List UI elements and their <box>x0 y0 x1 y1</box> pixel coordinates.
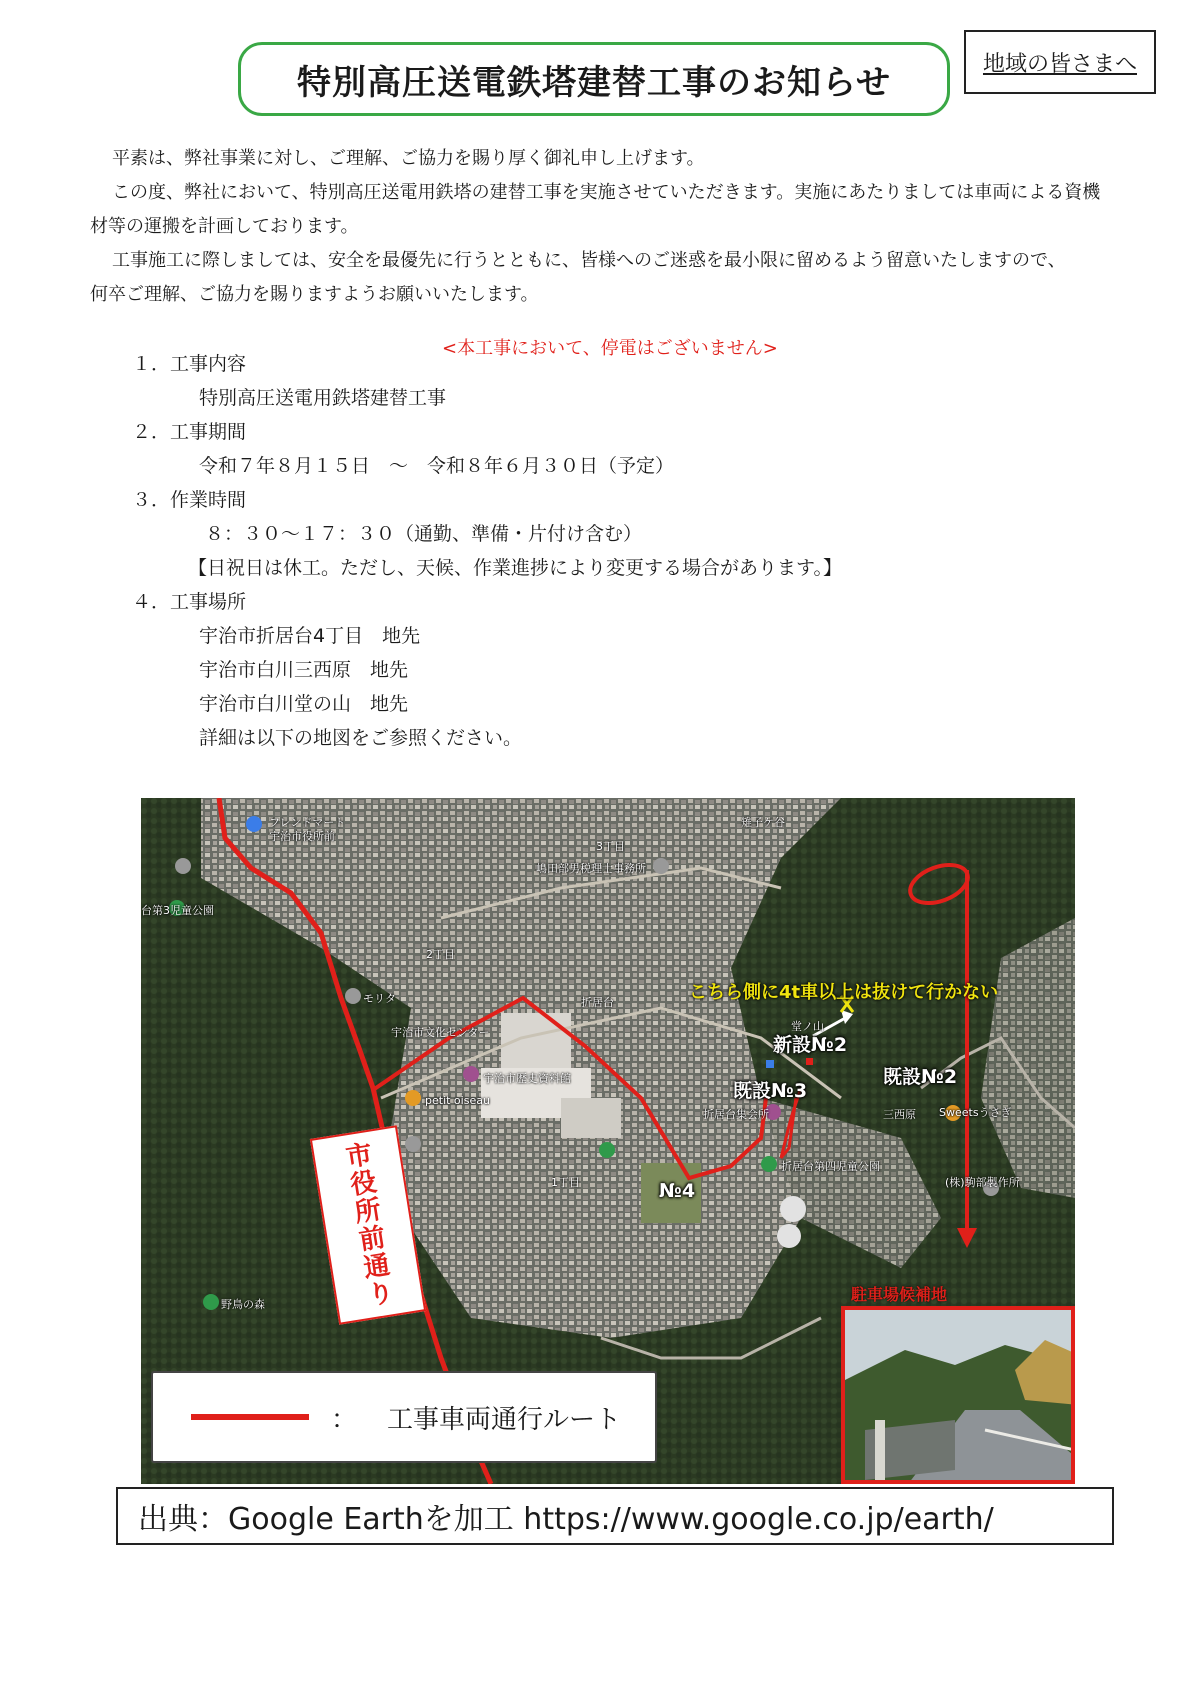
section-3-line-2: 【日祝日は休工。ただし、天候、作業進捗により変更する場合があります。】 <box>188 557 842 579</box>
parking-photo-image <box>845 1310 1075 1484</box>
section-2-line-1: 令和７年８月１５日 ～ 令和８年６月３０日（予定） <box>199 455 675 477</box>
map-label-orii: 折居台 <box>581 996 614 1009</box>
map-label-company: (株)駒部製作所 <box>945 1176 1020 1189</box>
road-name-text: 市役所前通り <box>339 1139 396 1311</box>
map-label-ichome: 1丁目 <box>551 1176 580 1189</box>
tower-label-no4: №4 <box>659 1180 696 1202</box>
map-label-dounoyama: 堂ノ山 <box>791 1020 824 1033</box>
section-title: 工事場所 <box>170 591 247 613</box>
tower-label-old3: 既設№3 <box>733 1080 808 1102</box>
section-heading-1 <box>132 349 246 376</box>
legend-route-text: 工事車両通行ルート <box>387 1404 622 1435</box>
section-4-line-1: 宇治市折居台4丁目 地先 <box>199 625 421 647</box>
section-heading-4 <box>132 587 246 614</box>
section-3-line-1: ８：３０～１７：３０（通勤、準備・片付け含む） <box>205 523 643 545</box>
map-label-shiryokan: 宇治市歴史資料館 <box>483 1072 571 1085</box>
map-label-sweets: Sweetsうさぎ <box>939 1106 1012 1119</box>
tower-label-old2: 既設№2 <box>883 1066 958 1088</box>
map-label-kaikan: 折居台集会所 <box>703 1108 769 1121</box>
map-label-sansei: 三西原 <box>883 1108 916 1121</box>
map-label-petit: petit oiseau <box>425 1094 490 1107</box>
section-1-line-1: 特別高圧送電用鉄塔建替工事 <box>199 387 447 409</box>
section-number: １． <box>132 353 171 375</box>
map-label-city-hall: 宇治市役所前 <box>269 830 335 843</box>
section-heading-3 <box>132 485 246 512</box>
parking-candidate-label: 駐車場候補地 <box>851 1285 948 1304</box>
map-label-fresh-mart: フレンドマート <box>269 816 346 829</box>
intro-paragraph-2-cont: 材等の運搬を計画しております。 <box>90 216 359 237</box>
no-outage-notice: <本工事において、停電はございません> <box>442 338 778 359</box>
section-title: 作業時間 <box>170 489 247 511</box>
intro-paragraph-3: 工事施工に際しましては、安全を最優先に行うとともに、皆様へのご迷惑を最小限に留めるよう留意いたしますので、 <box>112 250 1066 271</box>
section-title: 工事期間 <box>170 421 247 443</box>
legend-route-line <box>191 1414 309 1420</box>
section-4-line-4: 詳細は以下の地図をご参照ください。 <box>199 727 523 749</box>
map-label-noyama: 野鳥の森 <box>221 1298 265 1311</box>
legend-colon: ： <box>331 1404 358 1435</box>
map-legend <box>151 1371 657 1463</box>
map-label-clinic: 嶋田部男税理士事務所 <box>536 862 646 875</box>
tower-label-new2: 新設№2 <box>773 1034 848 1056</box>
section-number: ３． <box>132 489 171 511</box>
audience-label: 地域の皆さまへ <box>964 30 1156 94</box>
route-map <box>141 798 1075 1484</box>
map-label-nichome: 2丁目 <box>426 948 455 961</box>
section-number: ２． <box>132 421 171 443</box>
section-4-line-3: 宇治市白川堂の山 地先 <box>199 693 409 715</box>
section-number: ４． <box>132 591 171 613</box>
intro-paragraph-1: 平素は、弊社事業に対し、ご理解、ご協力を賜り厚く御礼申し上げます。 <box>112 148 705 169</box>
section-title: 工事内容 <box>170 353 247 375</box>
tower-marker-new2 <box>766 1060 774 1068</box>
section-heading-2 <box>132 417 246 444</box>
section-4-line-2: 宇治市白川三西原 地先 <box>199 659 409 681</box>
map-label-bunka-center: 宇治市文化センター <box>391 1026 490 1039</box>
page-title: 特別高圧送電鉄塔建替工事のお知らせ <box>238 42 950 116</box>
vehicle-warning-label: こちら側に4t車以上は抜けて行かない <box>689 982 999 1003</box>
map-source-credit: 出典：Google Earthを加工 https://www.google.co.jp/earth/ <box>116 1487 1114 1545</box>
map-label-morita: モリタ <box>363 992 396 1005</box>
map-label-sanchome: 3丁目 <box>596 840 625 853</box>
parking-photo <box>841 1306 1075 1484</box>
intro-paragraph-2: この度、弊社において、特別高圧送電用鉄塔の建替工事を実施させていただきます。実施にあたりましては車両による資機 <box>112 182 1101 203</box>
tower-marker-old2 <box>806 1058 813 1065</box>
map-label-jidou: 折居台第四児童公園 <box>781 1160 880 1173</box>
map-label-park: 台第3児童公園 <box>141 904 214 917</box>
map-label-kijigaya: 雉子ケ谷 <box>741 816 785 829</box>
intro-paragraph-3-cont: 何卒ご理解、ご協力を賜りますようお願いいたします。 <box>90 284 539 305</box>
